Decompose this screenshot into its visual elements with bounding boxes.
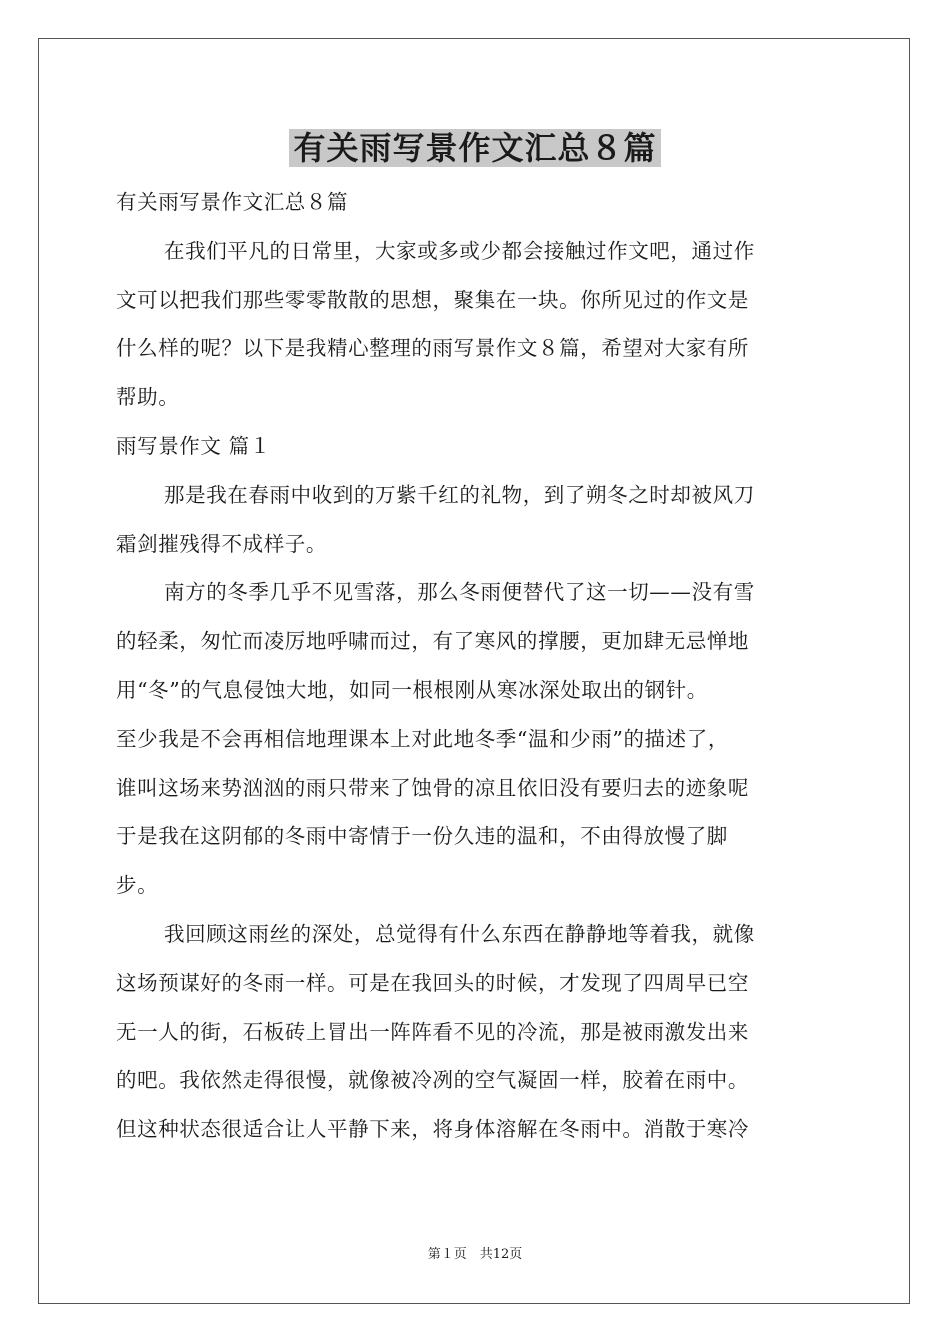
text-line: 的吧。我依然走得很慢，就像被冷冽的空气凝固一样，胶着在雨中。 [116, 1068, 749, 1093]
text-line: 谁叫这场来势汹汹的雨只带来了蚀骨的凉且依旧没有要归去的迹象呢 [116, 775, 749, 800]
text-line: 什么样的呢？以下是我精心整理的雨写景作文８篇，希望对大家有所 [116, 336, 749, 361]
text-line: 的轻柔，匆忙而凌厉地呼啸而过，有了寒风的撑腰，更加肆无忌惮地 [116, 629, 749, 654]
text-line: 于是我在这阴郁的冬雨中寄情于一份久违的温和，不由得放慢了脚 [116, 824, 728, 849]
page-footer: 第１页 共12页 [427, 1247, 523, 1262]
text-line: 文可以把我们那些零零散散的思想，聚集在一块。你所见过的作文是 [116, 287, 749, 312]
text-line: 至少我是不会再相信地理课本上对此地冬季“温和少雨”的描述了， [116, 726, 729, 751]
text-line: 无一人的街，石板砖上冒出一阵阵看不见的冷流，那是被雨激发出来 [116, 1019, 749, 1044]
text-line: 有关雨写景作文汇总８篇 [116, 190, 349, 214]
text-line: 我回顾这雨丝的深处，总觉得有什么东西在静静地等着我，就像 [164, 921, 755, 946]
document-body [116, 178, 834, 1154]
text-line: 这场预谋好的冬雨一样。可是在我回头的时候，才发现了四周早已空 [116, 970, 749, 995]
text-line: 雨写景作文 篇１ [116, 433, 271, 458]
text-line: 步。 [116, 873, 159, 898]
text-line: 那是我在春雨中收到的万紫千红的礼物，到了朔冬之时却被风刀 [164, 482, 755, 507]
text-line: 在我们平凡的日常里，大家或多或少都会接触过作文吧，通过作 [164, 238, 755, 263]
text-line: 帮助。 [116, 385, 180, 410]
text-line: 南方的冬季几乎不见雪落，那么冬雨便替代了这一切——没有雪 [164, 580, 755, 605]
document-title: 有关雨写景作文汇总８篇 [0, 126, 950, 170]
text-line: 霜剑摧残得不成样子。 [116, 531, 327, 556]
text-line: 用“冬”的气息侵蚀大地，如同一根根刚从寒冰深处取出的钢针。 [116, 677, 708, 702]
text-line: 但这种状态很适合让人平静下来，将身体溶解在冬雨中。消散于寒冷 [116, 1117, 749, 1142]
